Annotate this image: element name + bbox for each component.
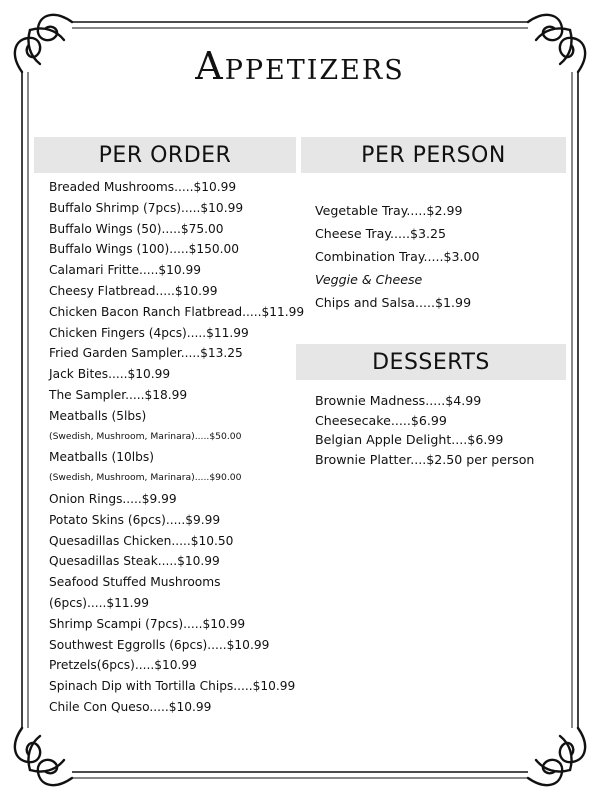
menu-item: Breaded Mushrooms.....$10.99 <box>49 180 237 194</box>
desserts-list <box>315 391 565 469</box>
menu-item: Brownie Platter....$2.50 per person <box>315 451 535 467</box>
per-order-list <box>49 177 305 718</box>
menu-item: Belgian Apple Delight....$6.99 <box>315 432 504 447</box>
menu-item: Calamari Fritte.....$10.99 <box>49 263 202 278</box>
menu-item: Pretzels(6pcs).....$10.99 <box>49 658 197 673</box>
menu-item: Seafood Stuffed Mushrooms <box>49 575 221 590</box>
section-header-per-order: PER ORDER <box>34 137 296 173</box>
menu-item-note: (Swedish, Mushroom, Marinara).....$90.00 <box>49 472 242 484</box>
menu-item: Buffalo Wings (50).....$75.00 <box>49 221 224 236</box>
menu-item: Meatballs (5lbs) <box>49 408 147 423</box>
menu-item: Cheesecake.....$6.99 <box>315 412 447 428</box>
menu-item: Chicken Fingers (4pcs).....$11.99 <box>49 325 249 340</box>
menu-item: Onion Rings.....$9.99 <box>49 491 177 506</box>
menu-item-note: (Swedish, Mushroom, Marinara).....$50.00 <box>49 430 242 442</box>
menu-item: Quesadillas Steak.....$10.99 <box>49 554 220 569</box>
menu-item: Chips and Salsa.....$1.99 <box>315 295 472 310</box>
menu-item: Buffalo Wings (100).....$150.00 <box>49 242 240 257</box>
menu-item: Chile Con Queso.....$10.99 <box>49 699 212 714</box>
section-header-desserts: DESSERTS <box>296 344 566 380</box>
per-person-list <box>315 199 565 314</box>
section-header-per-person: PER PERSON <box>301 137 566 173</box>
menu-item: Jack Bites.....$10.99 <box>49 367 171 382</box>
menu-item: Cheesy Flatbread.....$10.99 <box>49 283 218 298</box>
menu-item: Quesadillas Chicken.....$10.50 <box>49 533 234 548</box>
menu-item: Brownie Madness.....$4.99 <box>315 393 482 408</box>
menu-item: Shrimp Scampi (7pcs).....$10.99 <box>49 616 246 631</box>
menu-item: Southwest Eggrolls (6pcs).....$10.99 <box>49 637 270 652</box>
menu-item: Buffalo Shrimp (7pcs).....$10.99 <box>49 200 244 215</box>
menu-item: Meatballs (10lbs) <box>49 450 154 465</box>
menu-item: Chicken Bacon Ranch Flatbread.....$11.99 <box>49 304 305 319</box>
menu-item: The Sampler.....$18.99 <box>49 387 188 402</box>
menu-item: (6pcs).....$11.99 <box>49 595 150 610</box>
menu-item: Vegetable Tray.....$2.99 <box>315 203 463 218</box>
page-title: Appetizers <box>195 44 405 88</box>
menu-item: Cheese Tray.....$3.25 <box>315 226 447 241</box>
menu-item: Fried Garden Sampler.....$13.25 <box>49 346 243 361</box>
menu-item: Combination Tray.....$3.00 <box>315 249 480 264</box>
menu-item: Potato Skins (6pcs).....$9.99 <box>49 512 221 527</box>
menu-item: Spinach Dip with Tortilla Chips.....$10.99 <box>49 679 296 694</box>
menu-item-note: Veggie & Cheese <box>315 272 423 287</box>
